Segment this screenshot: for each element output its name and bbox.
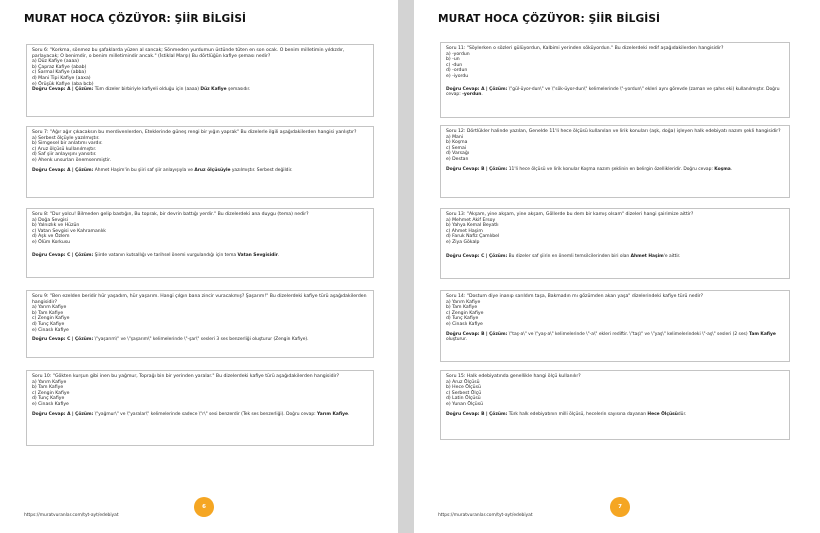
option-b: b) Tam Kafiye: [32, 310, 64, 316]
option-a: a) Mehmet Akif Ersoy: [446, 217, 496, 223]
option-c: c) Zengin Kafiye: [446, 310, 484, 316]
option-e: e) Cinaslı Kafiye: [446, 321, 483, 327]
question-text: Soru 12: Dörtlükler halinde yazılan, Genelde 11'li hece ölçüsü kullanılan ve lirik konuları (aşk, doğa) işleyen halk edebiyatı nazım şekli hangisidir?: [446, 129, 781, 134]
option-d: d) Tunç Kafiye: [32, 321, 65, 327]
question-text: Soru 7: "Ağır ağır çıkacaksın bu merdivenlerden, Eteklerinde güneş rengi bir yığın yaprak" Bu dizelerle ilgili aşağıdakilerden hangisi yanlıştır?: [32, 130, 357, 135]
option-a: a) Yarım Kafiye: [32, 379, 67, 385]
question-text: Soru 11: "Söylerken o sözleri gülüyordun, Kalbimi yerinden söküyordun." Bu dizelerdeki redif aşağıdakilerden hangisidir?: [446, 46, 724, 51]
option-d: d) Saf şiir anlayışını yansıtır.: [32, 152, 97, 158]
answer-line: Doğru Cevap: B | Çözüm: 11'li hece ölçüsü ve lirik konular Koşma nazım şeklinin en belirgin özellikleridir. Doğru cevap: Koşma.: [446, 166, 733, 172]
option-b: b) -un: [446, 57, 460, 63]
question-card-14: [440, 290, 790, 362]
question-card-15: [440, 370, 790, 440]
answer-line: Doğru Cevap: B | Çözüm: Türk halk edebiyatının milli ölçüsü, hecelerin sayısına dayanan Hece Ölçüsüdür.: [446, 411, 687, 417]
option-e: e) Örüşük Kafiye (aba bcb): [32, 81, 94, 87]
page-6: [0, 0, 398, 533]
option-b: b) Hece Ölçüsü: [446, 385, 481, 391]
question-card-10: [26, 370, 374, 446]
option-e: e) Ziya Gökalp: [446, 239, 480, 245]
answer-line: Doğru Cevap: B | Çözüm: \"taş-a\" ve \"yaş-a\" kelimelerinde \"-a\" ekleri rediftir. \"taş\" ve \"yaş\" kelimelerindeki \"-aş\" sesleri (2 ses) Tam Kafiye oluşturur.: [446, 331, 776, 343]
option-d: d) Aşk ve Özlem: [32, 234, 70, 240]
question-card-7: [26, 126, 374, 198]
option-a: a) -yordun: [446, 51, 470, 57]
page-number-badge: 6: [194, 497, 214, 517]
option-c: c) Zengin Kafiye: [32, 316, 70, 322]
question-card-12: [440, 125, 790, 198]
option-e: e) Destan: [446, 156, 469, 162]
option-b: b) Çapraz Kafiye (abab): [32, 64, 87, 70]
question-text: Soru 10: "Gökten kurşun gibi inen bu yağmur, Toprağı bin bir yerinden yaralar." Bu dizelerdeki kafiye türü aşağıdakilerden hangisidir?: [32, 374, 340, 379]
option-c: c) Serbest Ölçü: [446, 390, 482, 396]
option-a: a) Doğa Sevgisi: [32, 217, 68, 223]
option-d: d) Faruk Nafiz Çamlıbel: [446, 234, 500, 240]
page-title: MURAT HOCA ÇÖZÜYOR: ŞİİR BİLGİSİ: [24, 13, 247, 25]
option-e: e) Cinaslı Kafiye: [32, 401, 69, 407]
page-number-badge: 7: [610, 497, 630, 517]
answer-line: Doğru Cevap: A | Çözüm: Tüm dizeler birbiriyle kafiyeli olduğu için (aaaa) Düz Kafiye şemasıdır.: [32, 87, 251, 93]
option-d: d) Tunç Kafiye: [446, 316, 479, 322]
question-text: Soru 8: "Dur yolcu! Bilmeden gelip bastığın, Bu toprak, bir devrin battığı yerdir." Bu dizelerdeki ana duygu (tema) nedir?: [32, 212, 309, 217]
option-c: c) Ahmet Haşim: [446, 228, 483, 234]
option-c: c) Vatan Sevgisi ve Kahramanlık: [32, 228, 106, 234]
option-a: a) Aruz Ölçüsü: [446, 379, 480, 385]
option-c: c) -dun: [446, 62, 463, 68]
option-b: b) Tam Kafiye: [32, 385, 64, 391]
question-card-13: [440, 208, 790, 279]
page-7: [414, 0, 820, 533]
question-text: Soru 15: Halk edebiyatında genellikle hangi ölçü kullanılır?: [446, 374, 581, 379]
option-a: a) Yarım Kafiye: [32, 305, 67, 311]
option-b: b) Simgesel bir anlatımı vardır.: [32, 141, 103, 147]
option-c: c) Sarmal Kafiye (abba): [32, 70, 87, 76]
option-b: b) Tam Kafiye: [446, 305, 478, 311]
answer-line: Doğru Cevap: C | Çözüm: Bu dizeler saf şiirin en önemli temsilcilerinden biri olan Ahmet Haşim'e aittir.: [446, 253, 681, 259]
option-e: e) Yunan Ölçüsü: [446, 401, 484, 407]
option-d: d) Tunç Kafiye: [32, 396, 65, 402]
answer-line: Doğru Cevap: C | Çözüm: Şiirde vatanın kutsallığı ve tarihsel önemi vurgulandığı için tema Vatan Sevgisidir.: [32, 252, 280, 258]
option-c: c) Aruz ölçüsü kullanılmıştır.: [32, 146, 97, 152]
option-d: d) Varsağı: [446, 151, 470, 157]
page-gap: [398, 0, 414, 533]
option-e: e) Ahenk unsurları önemsenmiştir.: [32, 157, 112, 163]
answer-line: Doğru Cevap: A | Çözüm: \"yağmur\" ve \"yaralar\" kelimelerinde sadece \"r\" sesi benzerdir (Tek ses benzerliği). Doğru cevap: Yarım Kafiye.: [32, 411, 350, 417]
footer-url[interactable]: https://muratvuranlar.com/tyt-ayt/edebiyat: [438, 513, 533, 518]
question-text: Soru 13: "Akşam, yine akşam, yine akşam, Göllerde bu dem bir kamış olsam" dizeleri hangi şairimize aittir?: [446, 212, 694, 217]
option-d: d) -ordun: [446, 68, 468, 74]
option-e: e) -iyordu: [446, 73, 469, 79]
question-text: Soru 6: "Korkma, sönmez bu şafaklarda yüzen al sancak; Sönmeden yurdumun üstünde tüten en son ocak. O benim milletimin yıldızdır, parlayacak; O benimdir, o benim milletimindir ancak." (İstiklal Marşı) Bu dörtlüğün kafiye şeması nedir?: [32, 48, 345, 59]
option-a: a) Yarım Kafiye: [446, 299, 481, 305]
option-c: c) Semai: [446, 145, 467, 151]
option-a: a) Mani: [446, 134, 464, 140]
page-title: MURAT HOCA ÇÖZÜYOR: ŞİİR BİLGİSİ: [438, 13, 661, 25]
footer-url[interactable]: https://muratvuranlar.com/tyt-ayt/edebiyat: [24, 513, 119, 518]
option-b: b) Koşma: [446, 140, 468, 146]
option-e: e) Cinaslı Kafiye: [32, 327, 69, 333]
answer-line: Doğru Cevap: A | Çözüm: \"gül-üyor-dun\" ve \"sök-üyor-dun\" kelimelerinde \"-yordun\" ekleri aynı görevde (zaman ve şahıs eki) kullanılmıştır. Doğru cevap: -yordun.: [446, 86, 780, 98]
answer-line: Doğru Cevap: C | Çözüm: \"yaşarım\" ve \"şaşarım\" kelimelerinde \"-şar\" sesleri 3 ses benzerliği oluşturur (Zengin Kafiye).: [32, 337, 309, 343]
answer-line: Doğru Cevap: A | Çözüm: Ahmet Haşim'in bu şiiri saf şiir anlayışıyla ve Aruz ölçüsüyle yazılmıştır. Serbest değildir.: [32, 167, 293, 173]
question-card-8: [26, 208, 374, 278]
option-b: b) Yalnızlık ve Hüzün: [32, 223, 80, 229]
option-d: d) Latin Ölçüsü: [446, 396, 481, 402]
question-card-6: [26, 44, 374, 117]
question-text: Soru 14: "Dostum diye inanıp sarıldım taşa, Bakmadın mı gözümden akan yaşa" dizelerindeki kafiye türü nedir?: [446, 294, 704, 299]
option-c: c) Zengin Kafiye: [32, 390, 70, 396]
question-card-9: [26, 290, 374, 358]
question-text: Soru 9: "Ben ezelden beridir hür yaşadım, hür yaşarım. Hangi çılgın bana zincir vuracakmış? Şaşarım!" Bu dizelerdeki kafiye türü aşağıdakilerden hangisidir?: [32, 294, 367, 305]
option-a: a) Düz Kafiye (aaaa): [32, 59, 79, 65]
question-card-11: [440, 42, 790, 118]
option-b: b) Yahya Kemal Beyatlı: [446, 223, 499, 229]
option-e: e) Ölüm Korkusu: [32, 239, 71, 245]
option-a: a) Serbest ölçüyle yazılmıştır.: [32, 135, 100, 141]
option-d: d) Mani Tipi Kafiye (aaxa): [32, 75, 91, 81]
